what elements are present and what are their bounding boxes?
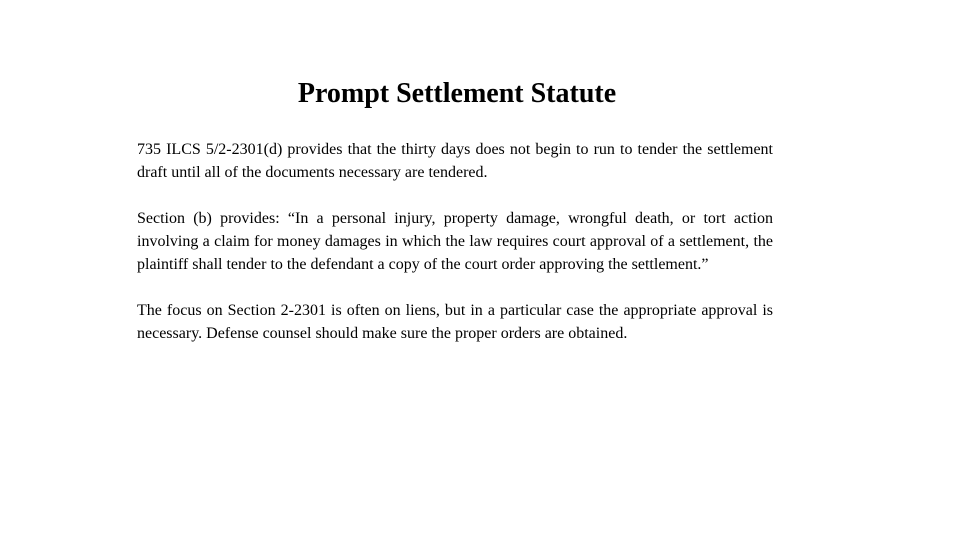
slide-body (137, 138, 773, 368)
slide-title: Prompt Settlement Statute (297, 78, 617, 109)
paragraph-tender-timing: 735 ILCS 5/2-2301(d) provides that the thirty days does not begin to run to tender the settlement draft until all of the documents necessary are tendered. (137, 141, 773, 181)
paragraph-section-b-quote: Section (b) provides: “In a personal injury, property damage, wrongful death, or tort action involving a claim for money damages in which the law requires court approval of a settlement, the plaintiff shall tender to the defendant a copy of the court order approving the settlement.” (137, 210, 773, 273)
paragraph-defense-counsel: The focus on Section 2-2301 is often on liens, but in a particular case the appropriate approval is necessary. Defense counsel should make sure the proper orders are obtained. (137, 302, 773, 342)
